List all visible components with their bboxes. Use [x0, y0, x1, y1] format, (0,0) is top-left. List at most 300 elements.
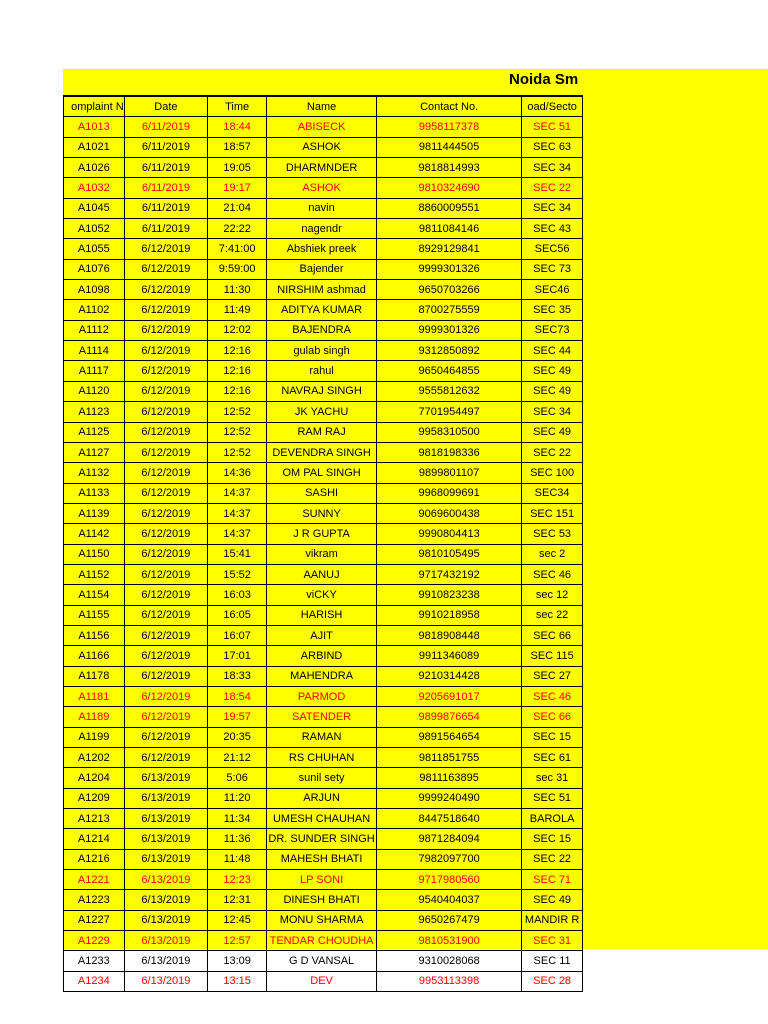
table-row — [64, 198, 583, 218]
table-row — [64, 931, 583, 951]
cell-contact: 7701954497 — [377, 402, 522, 422]
table-row — [64, 463, 583, 483]
cell-date: 6/13/2019 — [124, 951, 207, 971]
table-row — [64, 890, 583, 910]
cell-sector: SEC 66 — [522, 625, 583, 645]
cell-name: Abshiek preek — [267, 239, 377, 259]
cell-contact: 8700275559 — [377, 300, 522, 320]
cell-sector: SEC 49 — [522, 361, 583, 381]
table-row — [64, 442, 583, 462]
cell-time: 15:41 — [208, 544, 267, 564]
cell-sector: SEC 100 — [522, 463, 583, 483]
cell-date: 6/13/2019 — [124, 890, 207, 910]
cell-complaint-id: A1229 — [64, 931, 125, 951]
cell-complaint-id: A1156 — [64, 625, 125, 645]
table-row — [64, 137, 583, 157]
cell-name: SASHI — [267, 483, 377, 503]
cell-name: AANUJ — [267, 564, 377, 584]
cell-sector: SEC 28 — [522, 971, 583, 991]
cell-time: 18:44 — [208, 117, 267, 137]
cell-contact: 9958310500 — [377, 422, 522, 442]
cell-complaint-id: A1133 — [64, 483, 125, 503]
cell-complaint-id: A1150 — [64, 544, 125, 564]
table-row — [64, 483, 583, 503]
cell-complaint-id: A1052 — [64, 219, 125, 239]
cell-contact: 9958117378 — [377, 117, 522, 137]
cell-date: 6/12/2019 — [124, 422, 207, 442]
cell-name: DEVENDRA SINGH — [267, 442, 377, 462]
cell-name: NIRSHIM ashmad — [267, 280, 377, 300]
cell-time: 13:15 — [208, 971, 267, 991]
cell-contact: 9650464855 — [377, 361, 522, 381]
cell-name: ASHOK — [267, 137, 377, 157]
cell-sector: SEC 49 — [522, 381, 583, 401]
cell-complaint-id: A1120 — [64, 381, 125, 401]
cell-sector: SEC 49 — [522, 890, 583, 910]
header-name: Name — [267, 97, 377, 117]
table-row — [64, 768, 583, 788]
table-row — [64, 300, 583, 320]
cell-complaint-id: A1045 — [64, 198, 125, 218]
cell-date: 6/13/2019 — [124, 931, 207, 951]
cell-sector: SEC 73 — [522, 259, 583, 279]
cell-contact: 9818198336 — [377, 442, 522, 462]
cell-name: PARMOD — [267, 686, 377, 706]
cell-date: 6/12/2019 — [124, 361, 207, 381]
cell-date: 6/12/2019 — [124, 320, 207, 340]
cell-time: 22:22 — [208, 219, 267, 239]
cell-sector: SEC 27 — [522, 666, 583, 686]
cell-complaint-id: A1125 — [64, 422, 125, 442]
cell-complaint-id: A1142 — [64, 524, 125, 544]
cell-sector: sec 22 — [522, 605, 583, 625]
cell-contact: 9540404037 — [377, 890, 522, 910]
cell-date: 6/12/2019 — [124, 646, 207, 666]
cell-time: 19:17 — [208, 178, 267, 198]
cell-name: NAVRAJ SINGH — [267, 381, 377, 401]
cell-contact: 9811444505 — [377, 137, 522, 157]
cell-date: 6/12/2019 — [124, 402, 207, 422]
table-row — [64, 361, 583, 381]
cell-contact: 9899876654 — [377, 707, 522, 727]
cell-contact: 9069600438 — [377, 503, 522, 523]
spreadsheet — [63, 69, 583, 988]
cell-time: 11:30 — [208, 280, 267, 300]
cell-name: RAMAN — [267, 727, 377, 747]
cell-name: vikram — [267, 544, 377, 564]
cell-complaint-id: A1166 — [64, 646, 125, 666]
table-row — [64, 625, 583, 645]
cell-contact: 9312850892 — [377, 341, 522, 361]
cell-complaint-id: A1214 — [64, 829, 125, 849]
cell-complaint-id: A1178 — [64, 666, 125, 686]
cell-name: Bajender — [267, 259, 377, 279]
cell-sector: MANDIR R — [522, 910, 583, 930]
table-row — [64, 381, 583, 401]
cell-date: 6/13/2019 — [124, 829, 207, 849]
cell-name: MONU SHARMA — [267, 910, 377, 930]
cell-contact: 8447518640 — [377, 809, 522, 829]
cell-contact: 9810324690 — [377, 178, 522, 198]
cell-sector: SEC 31 — [522, 931, 583, 951]
sheet-title: Noida Sm — [509, 71, 579, 88]
cell-date: 6/12/2019 — [124, 605, 207, 625]
complaints-table — [63, 96, 583, 992]
cell-time: 12:23 — [208, 870, 267, 890]
cell-name: DR. SUNDER SINGH — [267, 829, 377, 849]
cell-sector: SEC 61 — [522, 748, 583, 768]
cell-contact: 8860009551 — [377, 198, 522, 218]
cell-contact: 9811084146 — [377, 219, 522, 239]
cell-complaint-id: A1098 — [64, 280, 125, 300]
cell-complaint-id: A1132 — [64, 463, 125, 483]
table-row — [64, 748, 583, 768]
cell-time: 21:12 — [208, 748, 267, 768]
cell-sector: SEC 11 — [522, 951, 583, 971]
cell-time: 21:04 — [208, 198, 267, 218]
cell-date: 6/12/2019 — [124, 666, 207, 686]
cell-time: 12:52 — [208, 442, 267, 462]
table-row — [64, 666, 583, 686]
table-row — [64, 178, 583, 198]
cell-complaint-id: A1213 — [64, 809, 125, 829]
cell-sector: SEC34 — [522, 483, 583, 503]
table-row — [64, 259, 583, 279]
cell-sector: SEC 22 — [522, 178, 583, 198]
table-row — [64, 727, 583, 747]
cell-complaint-id: A1223 — [64, 890, 125, 910]
cell-name: RAM RAJ — [267, 422, 377, 442]
cell-name: DHARMNDER — [267, 158, 377, 178]
cell-date: 6/13/2019 — [124, 809, 207, 829]
cell-date: 6/12/2019 — [124, 381, 207, 401]
cell-sector: SEC 46 — [522, 564, 583, 584]
header-contact: Contact No. — [377, 97, 522, 117]
cell-name: nagendr — [267, 219, 377, 239]
cell-time: 12:45 — [208, 910, 267, 930]
cell-date: 6/12/2019 — [124, 625, 207, 645]
header-row — [64, 97, 583, 117]
header-time: Time — [208, 97, 267, 117]
cell-name: MAHESH BHATI — [267, 849, 377, 869]
cell-time: 16:07 — [208, 625, 267, 645]
cell-contact: 9205691017 — [377, 686, 522, 706]
cell-name: AJIT — [267, 625, 377, 645]
table-row — [64, 646, 583, 666]
cell-sector: SEC 115 — [522, 646, 583, 666]
cell-time: 5:06 — [208, 768, 267, 788]
cell-date: 6/12/2019 — [124, 280, 207, 300]
table-row — [64, 117, 583, 137]
cell-name: ADITYA KUMAR — [267, 300, 377, 320]
cell-time: 16:03 — [208, 585, 267, 605]
cell-date: 6/12/2019 — [124, 727, 207, 747]
table-row — [64, 951, 583, 971]
cell-sector: SEC 66 — [522, 707, 583, 727]
cell-contact: 7982097700 — [377, 849, 522, 869]
cell-sector: SEC 22 — [522, 442, 583, 462]
cell-complaint-id: A1055 — [64, 239, 125, 259]
cell-time: 15:52 — [208, 564, 267, 584]
table-row — [64, 544, 583, 564]
cell-date: 6/13/2019 — [124, 768, 207, 788]
cell-date: 6/13/2019 — [124, 971, 207, 991]
cell-time: 19:05 — [208, 158, 267, 178]
cell-contact: 9990804413 — [377, 524, 522, 544]
cell-complaint-id: A1189 — [64, 707, 125, 727]
cell-time: 20:35 — [208, 727, 267, 747]
cell-contact: 9650267479 — [377, 910, 522, 930]
cell-name: ASHOK — [267, 178, 377, 198]
cell-sector: SEC 43 — [522, 219, 583, 239]
table-row — [64, 564, 583, 584]
cell-complaint-id: A1076 — [64, 259, 125, 279]
cell-complaint-id: A1102 — [64, 300, 125, 320]
cell-name: sunil sety — [267, 768, 377, 788]
cell-complaint-id: A1155 — [64, 605, 125, 625]
cell-name: SUNNY — [267, 503, 377, 523]
cell-name: J R GUPTA — [267, 524, 377, 544]
cell-complaint-id: A1139 — [64, 503, 125, 523]
cell-date: 6/12/2019 — [124, 483, 207, 503]
table-row — [64, 829, 583, 849]
cell-contact: 9555812632 — [377, 381, 522, 401]
cell-name: MAHENDRA — [267, 666, 377, 686]
cell-contact: 9810531900 — [377, 931, 522, 951]
cell-time: 9:59:00 — [208, 259, 267, 279]
cell-date: 6/12/2019 — [124, 585, 207, 605]
cell-complaint-id: A1032 — [64, 178, 125, 198]
cell-complaint-id: A1127 — [64, 442, 125, 462]
cell-date: 6/12/2019 — [124, 748, 207, 768]
header-date: Date — [124, 97, 207, 117]
cell-date: 6/13/2019 — [124, 849, 207, 869]
cell-contact: 9910218958 — [377, 605, 522, 625]
cell-name: BAJENDRA — [267, 320, 377, 340]
cell-date: 6/12/2019 — [124, 259, 207, 279]
cell-date: 6/12/2019 — [124, 707, 207, 727]
cell-sector: SEC 34 — [522, 402, 583, 422]
cell-complaint-id: A1152 — [64, 564, 125, 584]
cell-complaint-id: A1199 — [64, 727, 125, 747]
cell-name: RS CHUHAN — [267, 748, 377, 768]
cell-time: 12:31 — [208, 890, 267, 910]
cell-time: 16:05 — [208, 605, 267, 625]
cell-date: 6/11/2019 — [124, 137, 207, 157]
table-row — [64, 849, 583, 869]
cell-sector: SEC 15 — [522, 829, 583, 849]
cell-date: 6/13/2019 — [124, 788, 207, 808]
table-row — [64, 422, 583, 442]
cell-contact: 9999301326 — [377, 259, 522, 279]
cell-sector: SEC 63 — [522, 137, 583, 157]
cell-date: 6/12/2019 — [124, 524, 207, 544]
cell-name: OM PAL SINGH — [267, 463, 377, 483]
cell-contact: 8929129841 — [377, 239, 522, 259]
cell-contact: 9650703266 — [377, 280, 522, 300]
cell-sector: SEC46 — [522, 280, 583, 300]
cell-contact: 9999301326 — [377, 320, 522, 340]
cell-contact: 9717980560 — [377, 870, 522, 890]
cell-time: 11:20 — [208, 788, 267, 808]
cell-name: JK YACHU — [267, 402, 377, 422]
cell-time: 11:36 — [208, 829, 267, 849]
cell-date: 6/12/2019 — [124, 503, 207, 523]
cell-time: 11:48 — [208, 849, 267, 869]
cell-contact: 9899801107 — [377, 463, 522, 483]
cell-name: viCKY — [267, 585, 377, 605]
cell-contact: 9811163895 — [377, 768, 522, 788]
cell-time: 11:49 — [208, 300, 267, 320]
cell-name: gulab singh — [267, 341, 377, 361]
cell-date: 6/13/2019 — [124, 910, 207, 930]
cell-date: 6/12/2019 — [124, 239, 207, 259]
cell-sector: SEC 15 — [522, 727, 583, 747]
cell-contact: 9968099691 — [377, 483, 522, 503]
cell-date: 6/11/2019 — [124, 117, 207, 137]
cell-sector: SEC 51 — [522, 117, 583, 137]
cell-complaint-id: A1202 — [64, 748, 125, 768]
cell-time: 13:09 — [208, 951, 267, 971]
table-row — [64, 605, 583, 625]
cell-contact: 9310028068 — [377, 951, 522, 971]
cell-sector: SEC 34 — [522, 198, 583, 218]
cell-sector: SEC 71 — [522, 870, 583, 890]
cell-contact: 9818908448 — [377, 625, 522, 645]
header-complaint-no: omplaint N — [64, 97, 125, 117]
cell-complaint-id: A1227 — [64, 910, 125, 930]
cell-time: 12:16 — [208, 361, 267, 381]
table-row — [64, 402, 583, 422]
cell-name: ABISECK — [267, 117, 377, 137]
cell-sector: sec 2 — [522, 544, 583, 564]
table-row — [64, 809, 583, 829]
cell-complaint-id: A1216 — [64, 849, 125, 869]
cell-date: 6/12/2019 — [124, 463, 207, 483]
cell-name: navin — [267, 198, 377, 218]
cell-time: 12:16 — [208, 381, 267, 401]
cell-time: 12:02 — [208, 320, 267, 340]
cell-name: LP SONI — [267, 870, 377, 890]
table-body — [64, 117, 583, 992]
cell-date: 6/11/2019 — [124, 219, 207, 239]
cell-time: 12:16 — [208, 341, 267, 361]
table-row — [64, 219, 583, 239]
cell-sector: sec 12 — [522, 585, 583, 605]
table-row — [64, 239, 583, 259]
cell-time: 18:33 — [208, 666, 267, 686]
cell-time: 18:54 — [208, 686, 267, 706]
cell-date: 6/12/2019 — [124, 564, 207, 584]
cell-contact: 9911346089 — [377, 646, 522, 666]
table-row — [64, 707, 583, 727]
cell-contact: 9810105495 — [377, 544, 522, 564]
cell-sector: SEC 44 — [522, 341, 583, 361]
cell-name: ARBIND — [267, 646, 377, 666]
cell-complaint-id: A1026 — [64, 158, 125, 178]
cell-time: 11:34 — [208, 809, 267, 829]
cell-date: 6/12/2019 — [124, 686, 207, 706]
cell-complaint-id: A1221 — [64, 870, 125, 890]
cell-contact: 9818814993 — [377, 158, 522, 178]
table-row — [64, 341, 583, 361]
cell-date: 6/13/2019 — [124, 870, 207, 890]
cell-time: 14:37 — [208, 524, 267, 544]
cell-complaint-id: A1209 — [64, 788, 125, 808]
cell-complaint-id: A1013 — [64, 117, 125, 137]
cell-sector: SEC 22 — [522, 849, 583, 869]
cell-complaint-id: A1112 — [64, 320, 125, 340]
cell-sector: SEC 35 — [522, 300, 583, 320]
cell-contact: 9891564654 — [377, 727, 522, 747]
cell-date: 6/12/2019 — [124, 544, 207, 564]
cell-complaint-id: A1114 — [64, 341, 125, 361]
cell-sector: SEC73 — [522, 320, 583, 340]
cell-name: rahul — [267, 361, 377, 381]
table-row — [64, 158, 583, 178]
header-sector: oad/Secto — [522, 97, 583, 117]
cell-date: 6/12/2019 — [124, 341, 207, 361]
table-row — [64, 686, 583, 706]
table-row — [64, 524, 583, 544]
table-row — [64, 503, 583, 523]
table-row — [64, 870, 583, 890]
cell-complaint-id: A1181 — [64, 686, 125, 706]
cell-sector: SEC56 — [522, 239, 583, 259]
cell-sector: SEC 51 — [522, 788, 583, 808]
cell-complaint-id: A1154 — [64, 585, 125, 605]
cell-complaint-id: A1234 — [64, 971, 125, 991]
cell-contact: 9871284094 — [377, 829, 522, 849]
cell-contact: 9999240490 — [377, 788, 522, 808]
cell-contact: 9811851755 — [377, 748, 522, 768]
table-row — [64, 971, 583, 991]
cell-time: 14:36 — [208, 463, 267, 483]
cell-date: 6/11/2019 — [124, 178, 207, 198]
cell-contact: 9910823238 — [377, 585, 522, 605]
cell-sector: sec 31 — [522, 768, 583, 788]
cell-date: 6/11/2019 — [124, 158, 207, 178]
cell-name: HARISH — [267, 605, 377, 625]
cell-time: 7:41:00 — [208, 239, 267, 259]
cell-name: UMESH CHAUHAN — [267, 809, 377, 829]
cell-name: DEV — [267, 971, 377, 991]
cell-complaint-id: A1204 — [64, 768, 125, 788]
cell-contact: 9717432192 — [377, 564, 522, 584]
cell-complaint-id: A1233 — [64, 951, 125, 971]
cell-time: 17:01 — [208, 646, 267, 666]
cell-sector: SEC 34 — [522, 158, 583, 178]
cell-name: DINESH BHATI — [267, 890, 377, 910]
table-row — [64, 320, 583, 340]
cell-date: 6/12/2019 — [124, 300, 207, 320]
cell-time: 19:57 — [208, 707, 267, 727]
cell-contact: 9210314428 — [377, 666, 522, 686]
cell-complaint-id: A1123 — [64, 402, 125, 422]
cell-sector: SEC 53 — [522, 524, 583, 544]
cell-time: 18:57 — [208, 137, 267, 157]
cell-complaint-id: A1117 — [64, 361, 125, 381]
table-row — [64, 788, 583, 808]
cell-date: 6/12/2019 — [124, 442, 207, 462]
cell-time: 12:52 — [208, 402, 267, 422]
cell-name: ARJUN — [267, 788, 377, 808]
cell-time: 12:57 — [208, 931, 267, 951]
cell-date: 6/11/2019 — [124, 198, 207, 218]
cell-sector: BAROLA — [522, 809, 583, 829]
sheet-title-row — [63, 69, 583, 96]
cell-contact: 9953113398 — [377, 971, 522, 991]
